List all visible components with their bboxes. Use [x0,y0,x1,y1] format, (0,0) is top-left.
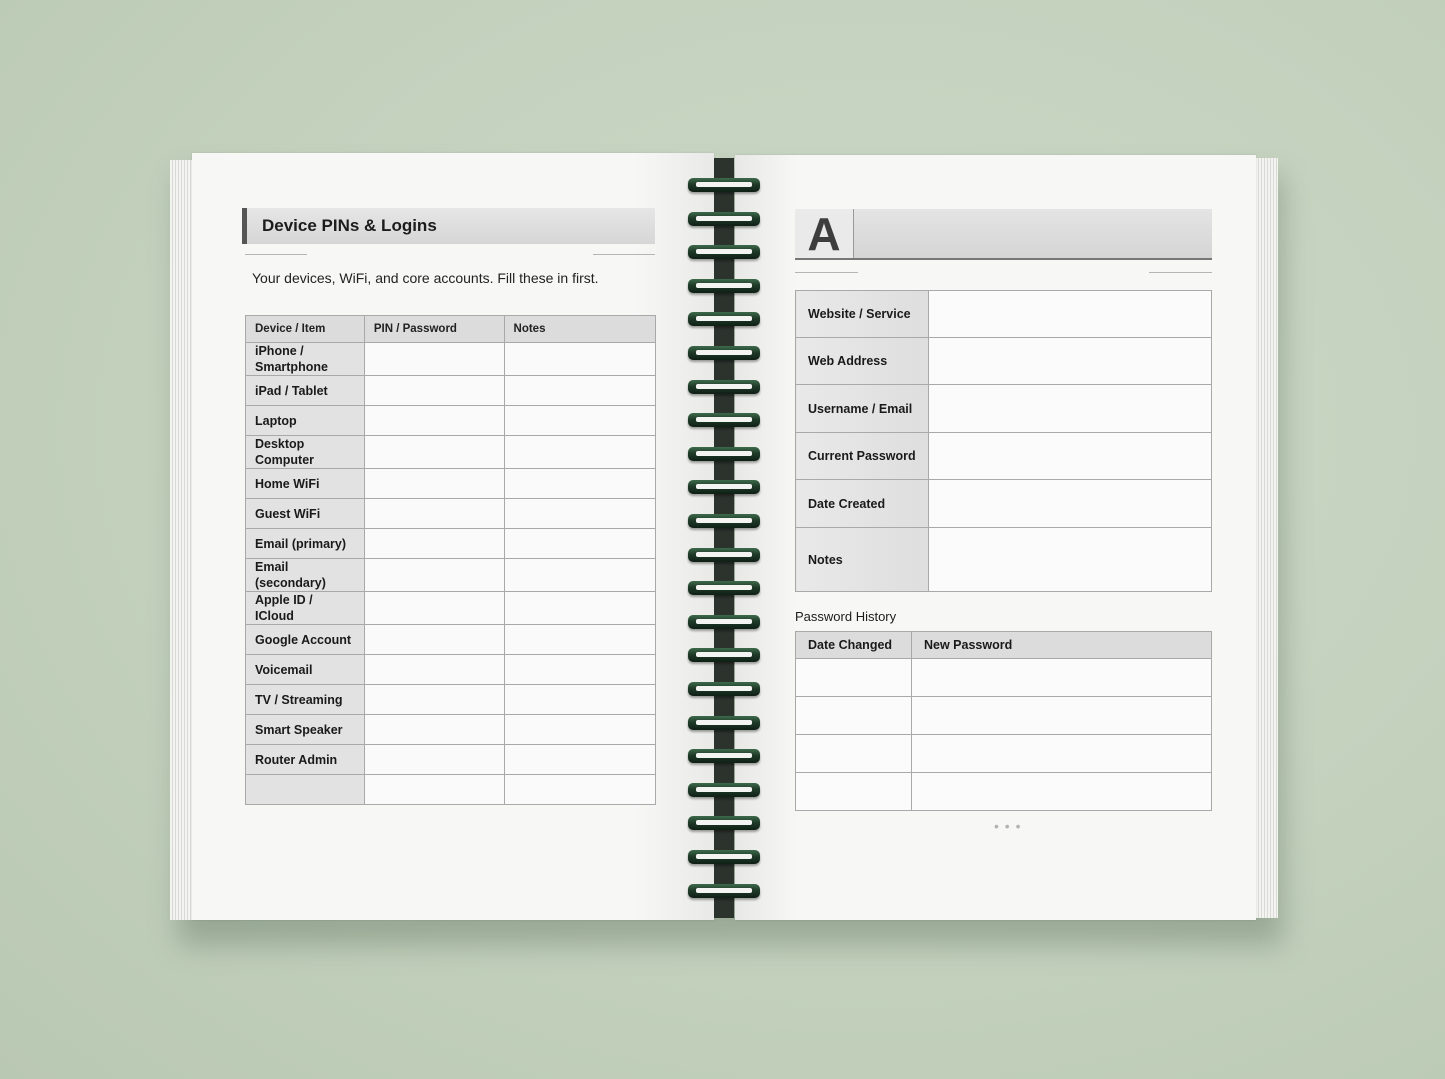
table-row [246,469,656,499]
spiral-coil [688,749,760,763]
spiral-coil [688,716,760,730]
field-row [796,433,1212,480]
field-label: Current Password [796,433,929,480]
field-value-cell[interactable] [929,480,1212,528]
pin-cell[interactable] [364,592,504,625]
field-label: Date Created [796,480,929,528]
pin-cell[interactable] [364,406,504,436]
device-label: Email (primary) [246,529,365,559]
field-label: Username / Email [796,385,929,433]
table-row [246,655,656,685]
column-header-new-password: New Password [912,632,1212,659]
spiral-coil [688,548,760,562]
device-label: iPad / Tablet [246,376,365,406]
notes-cell[interactable] [504,499,655,529]
spiral-binding [688,175,762,905]
section-title-bar [242,208,655,244]
table-row [246,343,656,376]
field-value-cell[interactable] [929,338,1212,385]
notes-cell[interactable] [504,529,655,559]
pin-cell[interactable] [364,469,504,499]
table-header-row [246,316,656,343]
notes-cell[interactable] [504,469,655,499]
history-row [796,735,1212,773]
password-history-title: Password History [795,609,897,624]
spiral-coil [688,279,760,293]
date-changed-cell[interactable] [796,697,912,735]
pin-cell[interactable] [364,343,504,376]
spiral-coil [688,783,760,797]
column-header-device: Device / Item [246,316,365,343]
history-header-row [796,632,1212,659]
pin-cell[interactable] [364,376,504,406]
date-changed-cell[interactable] [796,659,912,697]
table-row [246,406,656,436]
notes-cell[interactable] [504,745,655,775]
title-rule-right [593,254,655,255]
title-rule-left [245,254,307,255]
new-password-cell[interactable] [912,659,1212,697]
account-info-table [795,290,1212,592]
date-changed-cell[interactable] [796,773,912,811]
notes-cell[interactable] [504,343,655,376]
device-label: Apple ID / ICloud [246,592,365,625]
pin-cell[interactable] [364,685,504,715]
field-label: Web Address [796,338,929,385]
letter-rule-right [1149,272,1212,273]
device-label: Laptop [246,406,365,436]
field-value-cell[interactable] [929,385,1212,433]
continuation-dots: • • • [994,818,1022,834]
field-row [796,338,1212,385]
notes-cell[interactable] [504,625,655,655]
notes-cell[interactable] [504,655,655,685]
table-row [246,376,656,406]
new-password-cell[interactable] [912,697,1212,735]
notes-cell[interactable] [504,406,655,436]
device-label: Desktop Computer [246,436,365,469]
password-history-table [795,631,1212,811]
date-changed-cell[interactable] [796,735,912,773]
spiral-coil [688,816,760,830]
device-label: Google Account [246,625,365,655]
field-value-cell[interactable] [929,433,1212,480]
device-label: Guest WiFi [246,499,365,529]
letter-index: A [807,207,841,260]
pin-cell[interactable] [364,745,504,775]
pin-cell[interactable] [364,559,504,592]
letter-header-bar [795,209,1212,260]
spiral-coil [688,245,760,259]
field-value-cell[interactable] [929,291,1212,338]
spiral-coil [688,682,760,696]
history-row [796,697,1212,735]
device-label [246,775,365,805]
pin-cell[interactable] [364,775,504,805]
column-header-pin: PIN / Password [364,316,504,343]
pin-cell[interactable] [364,715,504,745]
field-row [796,291,1212,338]
field-value-cell[interactable] [929,528,1212,592]
letter-tab [795,209,854,258]
table-row [246,559,656,592]
spiral-coil [688,178,760,192]
device-label: Smart Speaker [246,715,365,745]
table-row [246,745,656,775]
pin-cell[interactable] [364,436,504,469]
letter-rule-left [795,272,858,273]
field-label: Website / Service [796,291,929,338]
pin-cell[interactable] [364,625,504,655]
notes-cell[interactable] [504,775,655,805]
spiral-coil [688,850,760,864]
new-password-cell[interactable] [912,735,1212,773]
spiral-coil [688,346,760,360]
notes-cell[interactable] [504,559,655,592]
spiral-coil [688,648,760,662]
field-row [796,480,1212,528]
device-label: Email (secondary) [246,559,365,592]
pin-cell[interactable] [364,529,504,559]
table-row [246,625,656,655]
spiral-coil [688,615,760,629]
notes-cell[interactable] [504,715,655,745]
device-label: TV / Streaming [246,685,365,715]
notes-cell[interactable] [504,592,655,625]
spiral-coil [688,447,760,461]
notes-cell[interactable] [504,685,655,715]
table-row [246,775,656,805]
table-row [246,529,656,559]
device-label: Router Admin [246,745,365,775]
field-row [796,385,1212,433]
spiral-coil [688,312,760,326]
history-row [796,659,1212,697]
spiral-coil [688,413,760,427]
new-password-cell[interactable] [912,773,1212,811]
table-row [246,592,656,625]
table-row [246,436,656,469]
notes-cell[interactable] [504,376,655,406]
pin-cell[interactable] [364,655,504,685]
spiral-coil [688,514,760,528]
spiral-coil [688,480,760,494]
column-header-notes: Notes [504,316,655,343]
spiral-coil [688,581,760,595]
device-table [245,315,656,805]
device-label: iPhone / Smartphone [246,343,365,376]
table-row [246,685,656,715]
page-title: Device PINs & Logins [262,216,437,235]
spiral-coil [688,212,760,226]
device-label: Home WiFi [246,469,365,499]
field-row [796,528,1212,592]
column-header-date-changed: Date Changed [796,632,912,659]
history-row [796,773,1212,811]
spiral-coil [688,380,760,394]
page-subtitle: Your devices, WiFi, and core accounts. Fill these in first. [252,270,599,286]
pin-cell[interactable] [364,499,504,529]
table-row [246,499,656,529]
device-label: Voicemail [246,655,365,685]
field-label: Notes [796,528,929,592]
table-row [246,715,656,745]
notes-cell[interactable] [504,436,655,469]
spiral-coil [688,884,760,898]
